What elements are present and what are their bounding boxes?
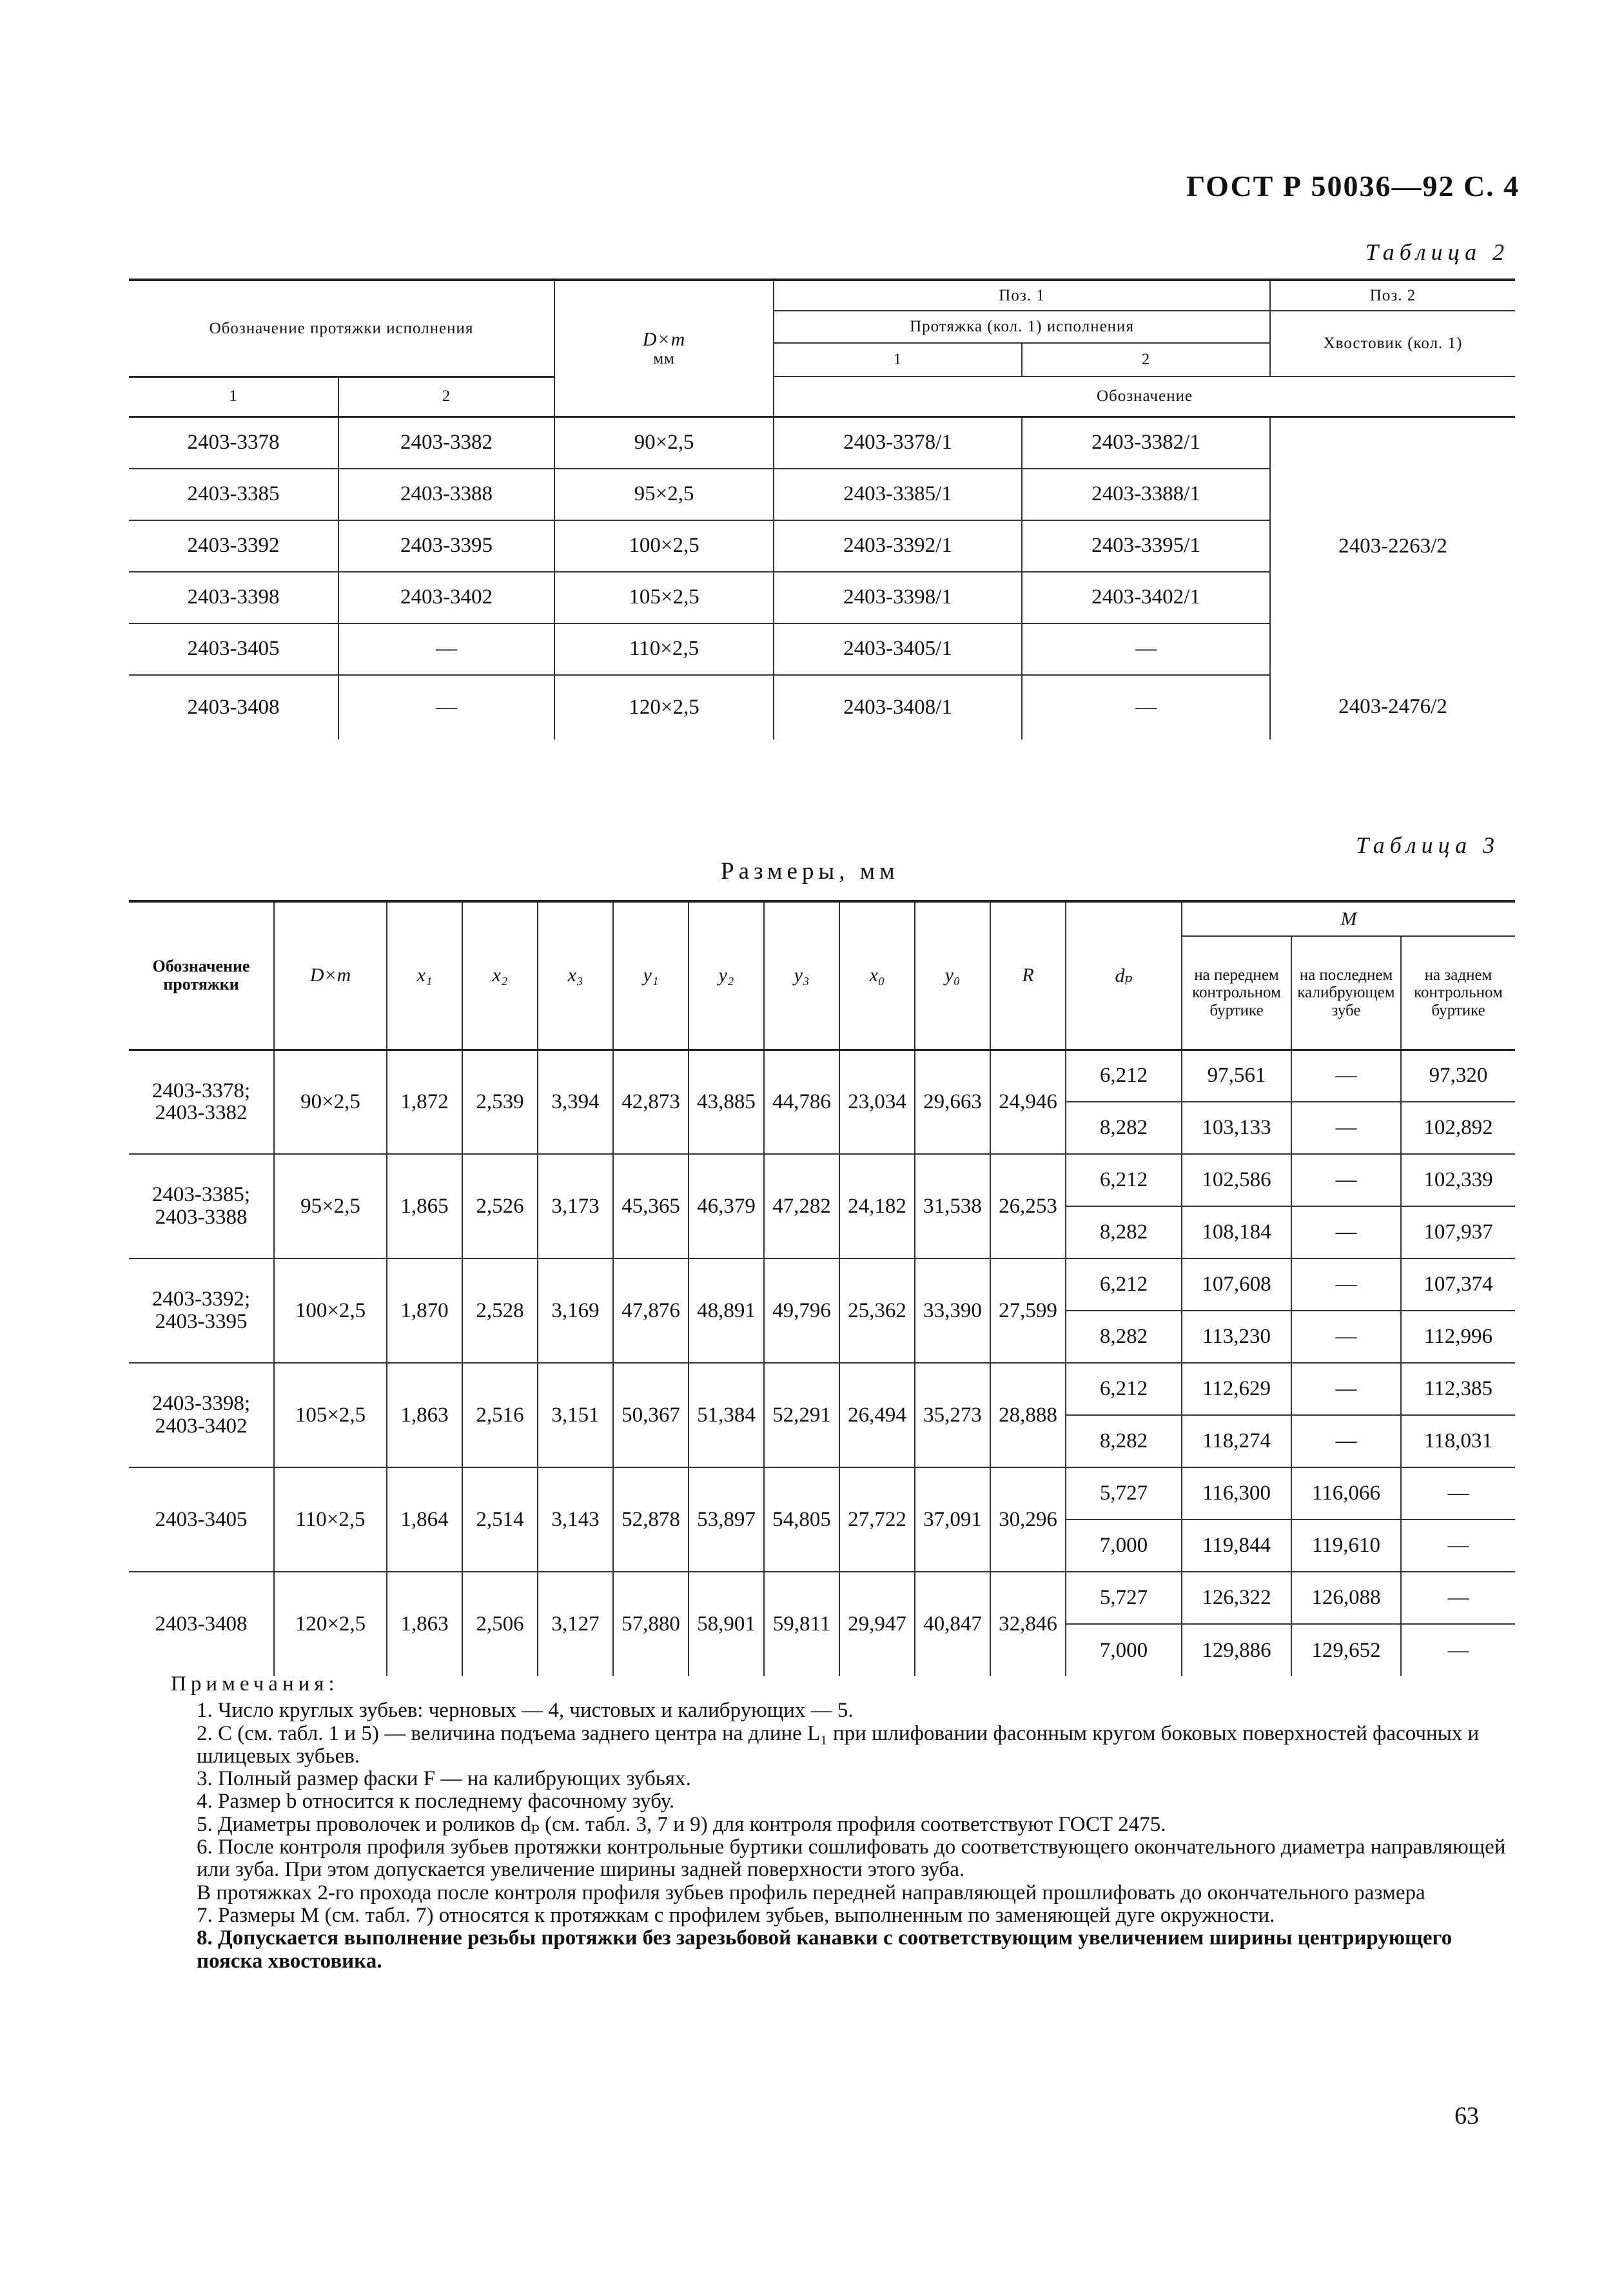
note-item: 6. После контроля профиля зубьев протяжки контрольные буртики сошлифовать до соответствующего окончательного диаметра направляющей или зуба. При этом допускается увеличение ширины задней поверхности этого зуба. [197,1835,1506,1882]
table3-label: Таблица 3 [1356,832,1500,858]
t3-cell-mf: 97,561 [1182,1050,1291,1102]
t2-cell: 2403-3408/1 [774,675,1022,739]
t3-h-x3: x₃ [538,901,613,1050]
t2-cell: 110×2,5 [554,623,774,675]
note-item: В протяжках 2-го прохода после контроля профиля зубьев профиль передней направляющей прошлифовать до окончательного размера [197,1881,1425,1904]
table-row [129,1258,1515,1311]
t3-cell-y3: 52,291 [764,1363,839,1467]
t3-cell-x0: 26,494 [839,1363,915,1467]
t2-cell: 2403-3402 [338,572,554,623]
table-row [129,1363,1515,1415]
t3-cell-mr: — [1401,1624,1515,1676]
t3-cell-mf: 107,608 [1182,1258,1291,1311]
t2-cell: — [338,623,554,675]
t3-designation: 2403-3385; 2403-3388 [129,1154,274,1258]
t3-cell-x1: 1,870 [387,1258,462,1363]
t3-cell-mr: — [1401,1467,1515,1520]
t3-h-m-rear: на заднем контрольном буртике [1401,936,1515,1050]
t3-cell-x1: 1,863 [387,1363,462,1467]
t3-cell-x1: 1,865 [387,1154,462,1258]
table2-label: Таблица 2 [1365,239,1510,265]
t2-cell: 2403-3382 [338,416,554,469]
t3-cell-r: 27,599 [990,1258,1066,1363]
t3-cell-ml: — [1291,1311,1401,1363]
t3-cell-y1: 52,878 [613,1467,689,1572]
t3-cell-dm: 110×2,5 [274,1467,387,1572]
t2-h-pos1: Поз. 1 [774,280,1270,311]
t3-cell-y2: 43,885 [689,1050,764,1154]
t3-cell-mf: 108,184 [1182,1206,1291,1258]
table2 [129,279,1515,739]
t3-cell-ml: — [1291,1415,1401,1467]
t3-cell-mr: 112,996 [1401,1311,1515,1363]
t3-cell-dp: 8,282 [1066,1206,1182,1258]
t3-cell-x1: 1,863 [387,1572,462,1676]
t3-cell-dp: 8,282 [1066,1311,1182,1363]
t3-cell-dm: 105×2,5 [274,1363,387,1467]
t3-cell-ml: — [1291,1258,1401,1311]
t3-cell-ml: — [1291,1206,1401,1258]
page-number: 63 [1454,2102,1479,2129]
t3-cell-y3: 49,796 [764,1258,839,1363]
t3-cell-mr: 107,374 [1401,1258,1515,1311]
note-item: 7. Размеры M (см. табл. 7) относятся к протяжкам с профилем зубьев, выполненным по заменяющей дуге окружности. [197,1903,1275,1927]
t2-cell: 2403-3398 [129,572,338,623]
t3-cell-y1: 47,876 [613,1258,689,1363]
t3-cell-mf: 116,300 [1182,1467,1291,1520]
t2-shank-b: 2403-2476/2 [1270,675,1515,739]
t2-cell: 2403-3395/1 [1022,520,1270,572]
t3-cell-dm: 120×2,5 [274,1572,387,1676]
t3-cell-x0: 24,182 [839,1154,915,1258]
t3-cell-mr: 102,339 [1401,1154,1515,1206]
t3-cell-x3: 3,173 [538,1154,613,1258]
t2-h-dxm-label: D×m [642,329,686,350]
t3-cell-mf: 129,886 [1182,1624,1291,1676]
t2-h-sub2: 2 [1022,343,1270,377]
table-row [129,1572,1515,1624]
t3-cell-x2: 2,528 [462,1258,538,1363]
t2-cell: 2403-3395 [338,520,554,572]
t3-designation: 2403-3392; 2403-3395 [129,1258,274,1363]
t3-cell-dp: 8,282 [1066,1415,1182,1467]
t3-cell-y3: 59,811 [764,1572,839,1676]
t3-cell-y0: 40,847 [915,1572,990,1676]
t3-cell-r: 30,296 [990,1467,1066,1572]
t3-cell-dm: 95×2,5 [274,1154,387,1258]
t2-cell: 2403-3392 [129,520,338,572]
t3-cell-dp: 6,212 [1066,1050,1182,1102]
t3-cell-ml: 119,610 [1291,1520,1401,1572]
t3-cell-y3: 47,282 [764,1154,839,1258]
table-row [129,675,1515,739]
t3-cell-mf: 102,586 [1182,1154,1291,1206]
t3-h-designation: Обозначение протяжки [129,901,274,1050]
t2-cell: 2403-3392/1 [774,520,1022,572]
t2-cell: 100×2,5 [554,520,774,572]
t3-h-y2: y₂ [689,901,764,1050]
t3-h-m: M [1182,901,1515,936]
t2-h-broach: Протяжка (кол. 1) исполнения [774,311,1270,343]
t2-cell: 2403-3405/1 [774,623,1022,675]
t3-cell-x1: 1,872 [387,1050,462,1154]
note-item: 4. Размер b относится к последнему фасочному зубу. [197,1790,675,1814]
t3-cell-x1: 1,864 [387,1467,462,1572]
table-row [129,1154,1515,1206]
t2-cell: 95×2,5 [554,469,774,520]
t3-cell-r: 24,946 [990,1050,1066,1154]
table3-caption: Размеры, мм [721,858,899,885]
t3-cell-y1: 57,880 [613,1572,689,1676]
table-row [129,1467,1515,1520]
t3-cell-dp: 7,000 [1066,1624,1182,1676]
t3-cell-ml: — [1291,1102,1401,1154]
note-item: 2. C (см. табл. 1 и 5) — величина подъема заднего центра на длине L₁ при шлифовании фасонным кругом боковых поверхностей фасочных и шлицевых зубьев. [197,1721,1480,1768]
t3-cell-y2: 58,901 [689,1572,764,1676]
t3-h-m-last: на последнем калибрующем зубе [1291,936,1401,1050]
t3-cell-dp: 5,727 [1066,1467,1182,1520]
t3-cell-y0: 37,091 [915,1467,990,1572]
t3-h-m-front: на переднем контрольном буртике [1182,936,1291,1050]
t3-cell-x2: 2,514 [462,1467,538,1572]
t3-cell-mr: 97,320 [1401,1050,1515,1102]
t3-cell-y0: 31,538 [915,1154,990,1258]
t3-cell-x0: 29,947 [839,1572,915,1676]
t3-cell-x3: 3,169 [538,1258,613,1363]
t2-h-shank: Хвостовик (кол. 1) [1270,311,1515,377]
t3-cell-mr: — [1401,1572,1515,1624]
t3-h-x0: x₀ [839,901,915,1050]
t2-cell: 90×2,5 [554,416,774,469]
t3-cell-ml: 116,066 [1291,1467,1401,1520]
t3-cell-x2: 2,506 [462,1572,538,1676]
t3-cell-mf: 126,322 [1182,1572,1291,1624]
note-item: 3. Полный размер фаски F — на калибрующих зубьях. [197,1767,691,1791]
t2-h-col2: 2 [338,377,554,416]
page-header: ГОСТ Р 50036—92 С. 4 [1186,170,1520,202]
t3-cell-y0: 29,663 [915,1050,990,1154]
t3-cell-y1: 42,873 [613,1050,689,1154]
t2-cell: 2403-3388 [338,469,554,520]
t3-cell-x0: 23,034 [839,1050,915,1154]
t3-cell-dp: 6,212 [1066,1363,1182,1415]
t3-cell-x2: 2,526 [462,1154,538,1258]
t3-cell-y2: 51,384 [689,1363,764,1467]
t3-cell-y2: 53,897 [689,1467,764,1572]
t2-cell: 2403-3388/1 [1022,469,1270,520]
t3-h-dp: dₚ [1066,901,1182,1050]
t3-h-x1: x₁ [387,901,462,1050]
t3-cell-r: 28,888 [990,1363,1066,1467]
t3-cell-mf: 118,274 [1182,1415,1291,1467]
t2-cell: 105×2,5 [554,572,774,623]
t3-cell-dp: 6,212 [1066,1154,1182,1206]
t3-cell-mr: 112,385 [1401,1363,1515,1415]
t3-designation: 2403-3378; 2403-3382 [129,1050,274,1154]
t3-cell-y2: 48,891 [689,1258,764,1363]
t3-cell-x3: 3,394 [538,1050,613,1154]
t2-h-sub1: 1 [774,343,1022,377]
t3-cell-mf: 113,230 [1182,1311,1291,1363]
t3-cell-x0: 27,722 [839,1467,915,1572]
t3-cell-dm: 100×2,5 [274,1258,387,1363]
t3-h-y0: y₀ [915,901,990,1050]
t3-h-x2: x₂ [462,901,538,1050]
t2-cell: 2403-3402/1 [1022,572,1270,623]
t2-cell: 2403-3382/1 [1022,416,1270,469]
t3-cell-x3: 3,127 [538,1572,613,1676]
note-item: 1. Число круглых зубьев: черновых — 4, чистовых и калибрующих — 5. [197,1699,854,1723]
t3-cell-y1: 50,367 [613,1363,689,1467]
t2-h-designation-short: Обозначение [774,377,1515,416]
t3-h-y3: y₃ [764,901,839,1050]
t3-designation: 2403-3398; 2403-3402 [129,1363,274,1467]
t2-cell: 120×2,5 [554,675,774,739]
t3-cell-r: 26,253 [990,1154,1066,1258]
t3-cell-ml: 129,652 [1291,1624,1401,1676]
t3-cell-mf: 112,629 [1182,1363,1291,1415]
t2-h-col1: 1 [129,377,338,416]
t3-cell-ml: — [1291,1050,1401,1102]
note-item: 8. Допускается выполнение резьбы протяжки без зарезьбовой канавки с соответствующим увеличением ширины центрирующего пояска хвостовика. [197,1926,1453,1973]
t3-cell-ml: — [1291,1154,1401,1206]
notes-title: Примечания: [171,1672,339,1696]
t3-cell-y0: 35,273 [915,1363,990,1467]
t3-designation: 2403-3405 [129,1467,274,1572]
t3-cell-y3: 44,786 [764,1050,839,1154]
t2-cell: — [338,675,554,739]
table-row [129,416,1515,469]
t3-cell-dp: 8,282 [1066,1102,1182,1154]
notes [171,1672,1515,1973]
t3-cell-mf: 119,844 [1182,1520,1291,1572]
t3-body [129,1050,1515,1676]
t3-cell-ml: — [1291,1363,1401,1415]
t3-cell-y3: 54,805 [764,1467,839,1572]
t2-h-dxm-unit: мм [653,350,675,367]
t3-cell-x3: 3,151 [538,1363,613,1467]
t3-cell-dp: 7,000 [1066,1520,1182,1572]
t3-cell-y2: 46,379 [689,1154,764,1258]
t3-cell-mr: — [1401,1520,1515,1572]
t3-cell-dp: 5,727 [1066,1572,1182,1624]
t3-cell-y1: 45,365 [613,1154,689,1258]
t3-cell-x3: 3,143 [538,1467,613,1572]
t2-cell: 2403-3398/1 [774,572,1022,623]
t3-cell-x2: 2,539 [462,1050,538,1154]
t3-designation: 2403-3408 [129,1572,274,1676]
note-item: 5. Диаметры проволочек и роликов dₚ (см. табл. 3, 7 и 9) для контроля профиля соответствуют ГОСТ 2475. [197,1812,1166,1836]
t3-cell-mr: 102,892 [1401,1102,1515,1154]
t3-h-y1: y₁ [613,901,689,1050]
t2-h-dxm [554,280,774,416]
t3-h-r: R [990,901,1066,1050]
t3-cell-dp: 6,212 [1066,1258,1182,1311]
t2-shank-a: 2403-2263/2 [1270,416,1515,675]
t3-cell-mr: 107,937 [1401,1206,1515,1258]
t2-cell: 2403-3385/1 [774,469,1022,520]
t2-cell: — [1022,623,1270,675]
t3-cell-ml: 126,088 [1291,1572,1401,1624]
t3-h-dxm: D×m [274,901,387,1050]
t3-cell-y0: 33,390 [915,1258,990,1363]
t3-cell-r: 32,846 [990,1572,1066,1676]
t2-cell: 2403-3378 [129,416,338,469]
t3-cell-dm: 90×2,5 [274,1050,387,1154]
t2-h-pos2: Поз. 2 [1270,280,1515,311]
t2-cell: 2403-3385 [129,469,338,520]
t3-cell-x2: 2,516 [462,1363,538,1467]
t2-cell: 2403-3378/1 [774,416,1022,469]
t2-cell: 2403-3408 [129,675,338,739]
t2-cell: 2403-3405 [129,623,338,675]
t2-cell: — [1022,675,1270,739]
table3 [129,900,1515,1676]
t3-cell-mr: 118,031 [1401,1415,1515,1467]
t3-cell-mf: 103,133 [1182,1102,1291,1154]
t3-cell-x0: 25,362 [839,1258,915,1363]
t2-h-designation: Обозначение протяжки исполнения [129,280,554,377]
table-row [129,1050,1515,1102]
